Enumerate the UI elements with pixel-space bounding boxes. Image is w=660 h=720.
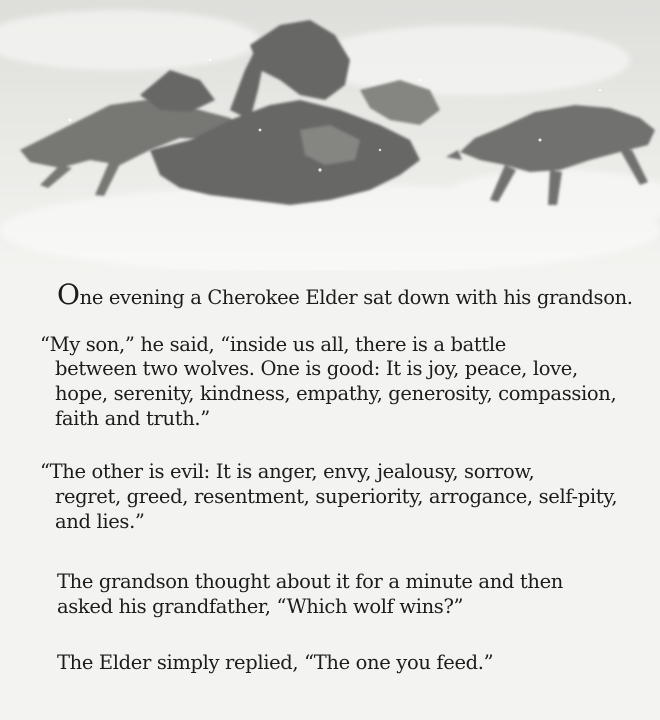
drop-cap: O [57, 278, 80, 311]
story-line: hope, serenity, kindness, empathy, generosity, compassion, [55, 382, 617, 405]
story-line: ne evening a Cherokee Elder sat down with his grandson. [79, 286, 633, 309]
wolves-illustration [0, 0, 660, 270]
story-line: between two wolves. One is good: It is joy, peace, love, [55, 357, 578, 380]
wolves-in-snow-illustration [0, 0, 660, 270]
story-line: asked his grandfather, “Which wolf wins?” [57, 595, 464, 618]
story-line: regret, greed, resentment, superiority, arrogance, self-pity, [55, 485, 618, 508]
story-line: The Elder simply replied, “The one you feed.” [57, 651, 494, 674]
story-line: The grandson thought about it for a minute and then [57, 570, 563, 593]
story-line: “The other is evil: It is anger, envy, jealousy, sorrow, [40, 460, 535, 483]
story-line: “My son,” he said, “inside us all, there is a battle [40, 333, 506, 356]
paragraph-1 [57, 278, 633, 311]
story-text [0, 270, 660, 720]
story-line: and lies.” [55, 510, 145, 533]
story-line: faith and truth.” [55, 407, 210, 430]
